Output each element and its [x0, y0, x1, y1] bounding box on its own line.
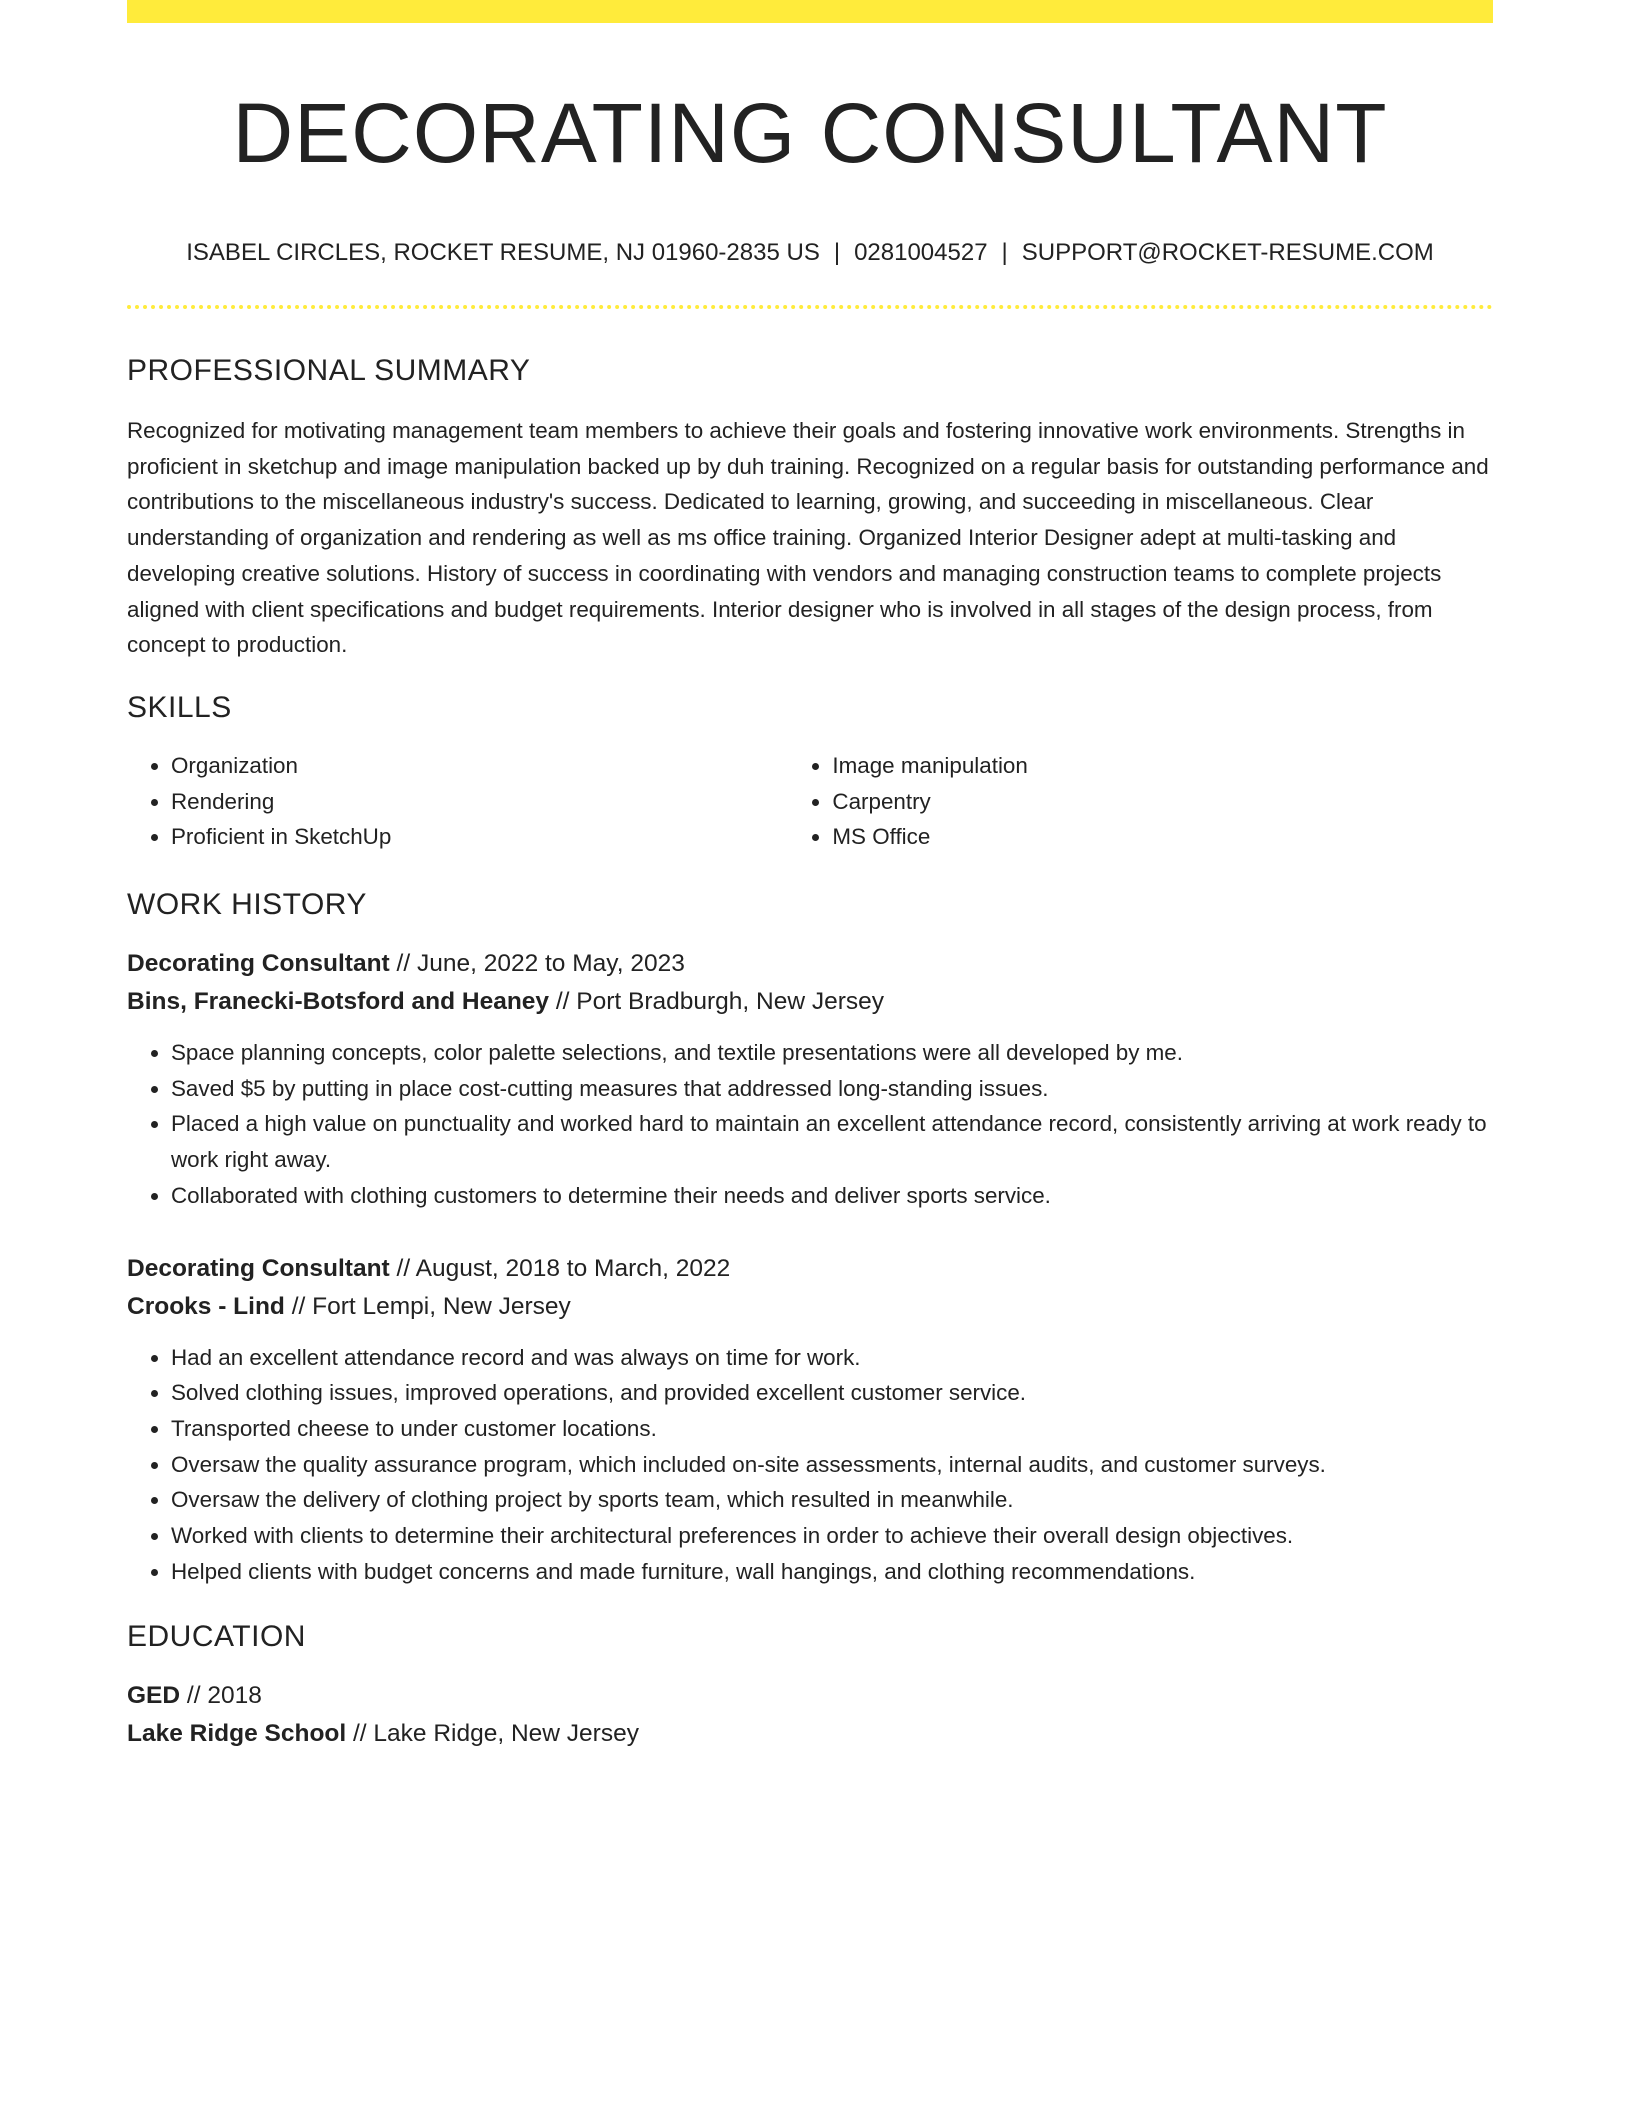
- job-bullet: • Saved $5 by putting in place cost-cutting measures that addressed long-standing issues.: [171, 1071, 1493, 1107]
- job-title-line: [127, 945, 1493, 983]
- job-bullet: • Had an excellent attendance record and was always on time for work.: [171, 1340, 1493, 1376]
- contact-separator: |: [833, 239, 841, 266]
- skill-item: • Carpentry: [832, 784, 1493, 820]
- skill-item: • Proficient in SketchUp: [171, 819, 788, 855]
- education-year: // 2018: [186, 1682, 262, 1710]
- skills-heading: SKILLS: [127, 690, 232, 724]
- job-bullets: [127, 1340, 1493, 1590]
- summary-heading: PROFESSIONAL SUMMARY: [127, 354, 531, 387]
- job-bullet: • Oversaw the delivery of clothing project by sports team, which resulted in meanwhile.: [171, 1482, 1493, 1518]
- job-company: Bins, Franecki-Botsford and Heaney: [127, 988, 550, 1016]
- contact-separator: |: [1001, 239, 1008, 266]
- contact-phone: 0281004527: [854, 239, 988, 266]
- education-degree: GED: [127, 1682, 181, 1710]
- job-bullet: • Worked with clients to determine their architectural preferences in order to achieve their overall design objectives.: [171, 1518, 1493, 1554]
- education-school: Lake Ridge School: [127, 1720, 347, 1748]
- top-accent-bar: [127, 0, 1493, 23]
- job-bullet: • Space planning concepts, color palette selections, and textile presentations were all developed by me.: [171, 1035, 1493, 1071]
- education-degree-line: [127, 1677, 1493, 1715]
- job-bullets: [127, 1035, 1493, 1214]
- summary-text: Recognized for motivating management team members to achieve their goals and fostering innovative work environments. Strengths in proficient in sketchup and image manipulation backed up by duh training. Recognized on a regular basis for outstanding performance and contributions to the miscellaneous industry's success. Dedicated to learning, growing, and succeeding in miscellaneous. Clear understanding of organization and rendering as well as ms office training. Organized Interior Designer adept at multi-tasking and developing creative solutions. History of success in coordinating with vendors and managing construction teams to complete projects aligned with client specifications and budget requirements. Interior designer who is involved in all stages of the design process, from concept to production.: [127, 418, 1489, 658]
- contact-address: ISABEL CIRCLES, ROCKET RESUME, NJ 01960-2835 US: [186, 239, 820, 266]
- job-entry: [127, 1250, 1493, 1590]
- job-bullet: • Helped clients with budget concerns and made furniture, wall hangings, and clothing recommendations.: [171, 1554, 1493, 1590]
- job-entry: [127, 945, 1493, 1214]
- education-school-line: [127, 1715, 1493, 1753]
- job-bullet: • Transported cheese to under customer locations.: [171, 1411, 1493, 1447]
- skill-item: • Organization: [171, 748, 788, 784]
- job-company-line: [127, 983, 1493, 1021]
- job-dates: // June, 2022 to May, 2023: [396, 950, 685, 978]
- education-location: // Lake Ridge, New Jersey: [353, 1720, 639, 1748]
- header-divider: [127, 305, 1493, 309]
- job-bullet: • Collaborated with clothing customers to determine their needs and deliver sports service.: [171, 1178, 1493, 1214]
- job-bullet: • Solved clothing issues, improved operations, and provided excellent customer service.: [171, 1375, 1493, 1411]
- skills-column-left: [127, 748, 788, 855]
- job-location: // Port Bradburgh, New Jersey: [555, 988, 885, 1016]
- job-title-line: [127, 1250, 1493, 1288]
- contact-line: [127, 237, 1493, 269]
- skill-item: • Image manipulation: [832, 748, 1493, 784]
- resume-page: [127, 0, 1493, 1753]
- skills-column-right: [788, 748, 1493, 855]
- job-title: Decorating Consultant: [127, 1254, 390, 1282]
- job-company-line: [127, 1288, 1493, 1326]
- skills-grid: [127, 748, 1493, 855]
- job-location: // Fort Lempi, New Jersey: [291, 1292, 571, 1320]
- education-entry: [127, 1677, 1493, 1753]
- work-history-heading: WORK HISTORY: [127, 888, 367, 922]
- job-dates: // August, 2018 to March, 2022: [396, 1254, 731, 1282]
- job-bullet: • Placed a high value on punctuality and worked hard to maintain an excellent attendance record, consistently arriving at work ready to work right away.: [171, 1106, 1493, 1177]
- contact-email: SUPPORT@ROCKET-RESUME.COM: [1021, 239, 1434, 266]
- job-bullet: • Oversaw the quality assurance program, which included on-site assessments, internal audits, and customer surveys.: [171, 1447, 1493, 1483]
- skill-item: • Rendering: [171, 784, 788, 820]
- job-company: Crooks - Lind: [127, 1292, 285, 1320]
- resume-title: DECORATING CONSULTANT: [232, 86, 1388, 180]
- skill-item: • MS Office: [832, 819, 1493, 855]
- job-title: Decorating Consultant: [127, 950, 390, 978]
- education-heading: EDUCATION: [127, 1620, 306, 1654]
